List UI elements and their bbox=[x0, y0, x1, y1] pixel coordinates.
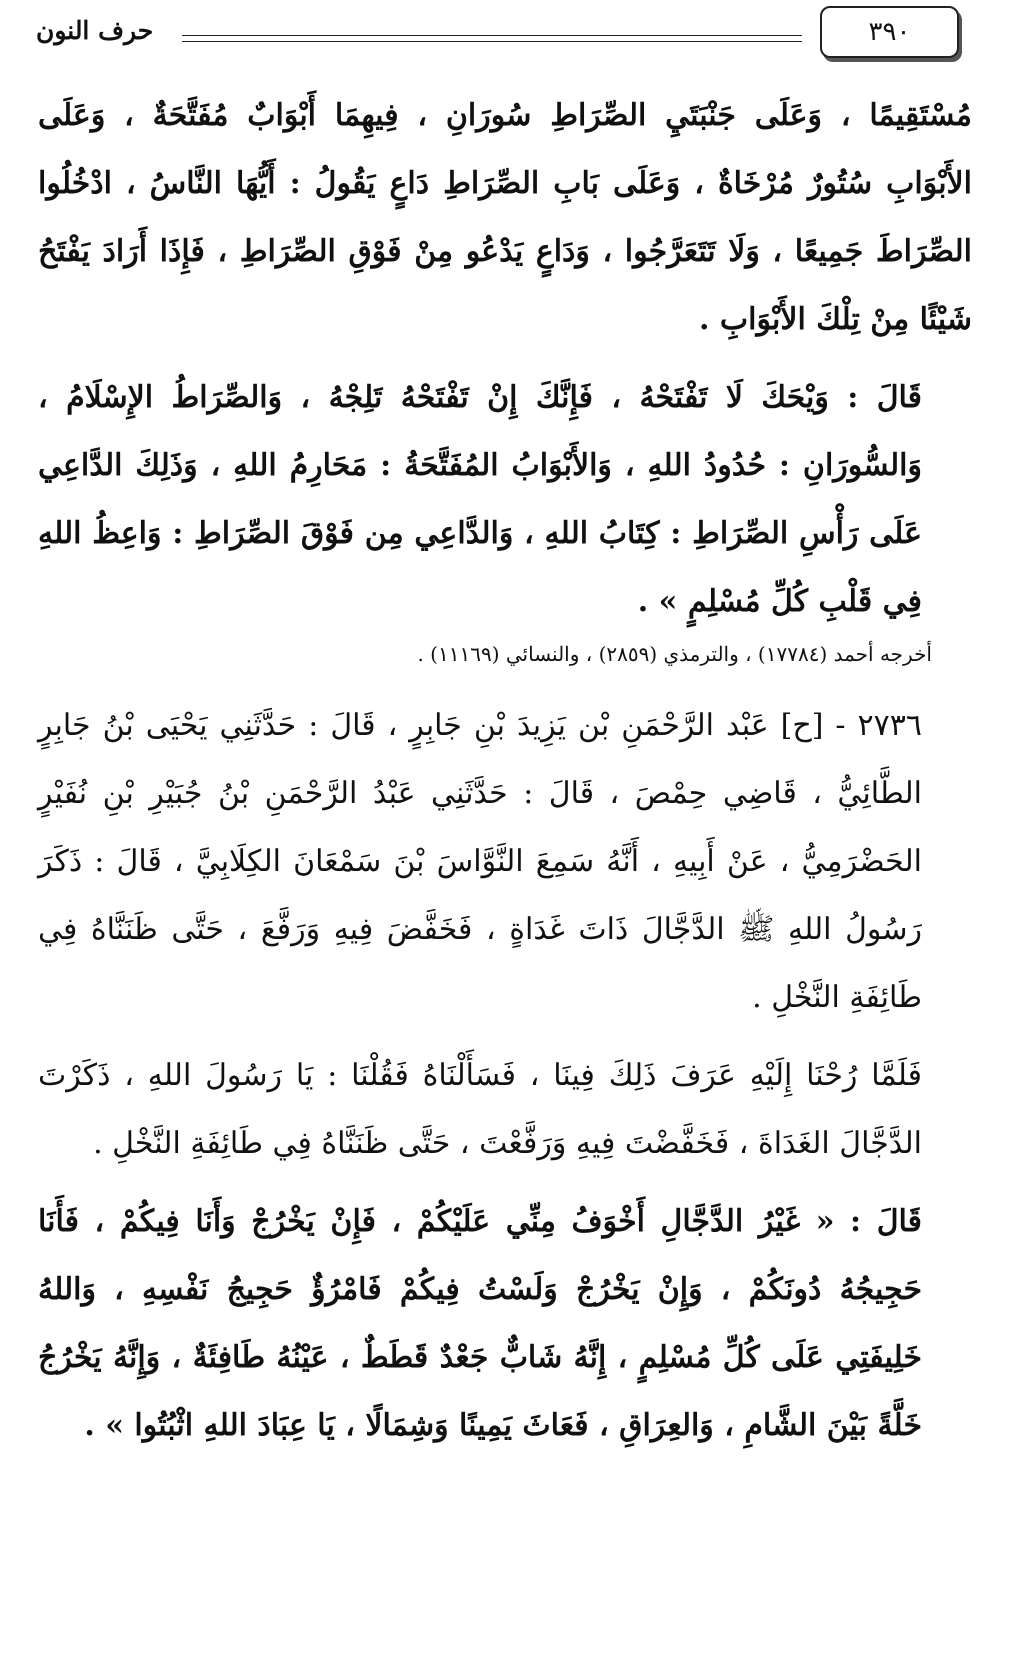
takhrij-footnote: أخرجه أحمد (١٧٧٨٤) ، والترمذي (٢٨٥٩) ، والنسائي (١١١٦٩) . bbox=[417, 642, 932, 666]
chapter-title: حرف النون bbox=[36, 16, 154, 45]
hadith-matn: قَالَ : « غَيْرُ الدَّجَّالِ أَخْوَفُ مِنِّي عَلَيْكُمْ ، فَإِنْ يَخْرُجْ وَأَنَا فِيكُمْ ، فَأَنَا حَجِيجُهُ دُونَكُمْ ، وَإِنْ يَخْرُجْ وَلَسْتُ فِيكُمْ فَامْرُؤٌ حَجِيجُ نَفْسِهِ ، وَاللهُ خَلِيفَتِي عَلَى كُلِّ مُسْلِمٍ ، إِنَّهُ شَابٌّ جَعْدٌ قَطَطٌ ، عَيْنُهُ طَافِئَةٌ ، وَإِنَّهُ يَخْرُجُ خَلَّةً بَيْنَ الشَّامِ ، وَالعِرَاقِ ، فَعَاثَ يَمِينًا وَشِمَالًا ، يَا عِبَادَ اللهِ اثْبُتُوا » . bbox=[38, 1204, 922, 1443]
hadith-explanation: قَالَ : وَيْحَكَ لَا تَفْتَحْهُ ، فَإِنَّكَ إِنْ تَفْتَحْهُ تَلِجْهُ ، وَالصِّرَاطُ الإِسْلَامُ ، وَالسُّورَانِ : حُدُودُ اللهِ ، وَالأَبْوَابُ المُفَتَّحَةُ : مَحَارِمُ اللهِ ، وَذَلِكَ الدَّاعِي عَلَى رَأْسِ الصِّرَاطِ : كِتَابُ اللهِ ، وَالدَّاعِي مِن فَوْقَ الصِّرَاطِ : وَاعِظُ اللهِ فِي قَلْبِ كُلِّ مُسْلِمٍ » . bbox=[38, 380, 923, 619]
page-body bbox=[38, 82, 972, 1460]
header-rule bbox=[182, 41, 802, 42]
page-header bbox=[0, 0, 1010, 70]
hadith-text-continued: مُسْتَقِيمًا ، وَعَلَى جَنْبَتَيِ الصِّرَاطِ سُورَانِ ، فِيهِمَا أَبْوَابٌ مُفَتَّحَةٌ ، وَعَلَى الأَبْوَابِ سُتُورٌ مُرْخَاةٌ ، وَعَلَى بَابِ الصِّرَاطِ دَاعٍ يَقُولُ : أَيُّهَا النَّاسُ ، ادْخُلُوا الصِّرَاطَ جَمِيعًا ، وَلَا تَتَعَرَّجُوا ، وَدَاعٍ يَدْعُو مِنْ فَوْقِ الصِّرَاطِ ، فَإِذَا أَرَادَ يَفْتَحُ شَيْئًا مِنْ تِلْكَ الأَبْوَابِ . bbox=[38, 98, 972, 337]
header-rule bbox=[182, 35, 802, 36]
hadith-isnad: ٢٧٣٦ - [ح] عَبْد الرَّحْمَنِ بْن يَزِيدَ بْنِ جَابِرٍ ، قَالَ : حَدَّثَنِي يَحْيَى بْنُ جَابِرٍ الطَّائِيُّ ، قَاضِي حِمْصَ ، قَالَ : حَدَّثَنِي عَبْدُ الرَّحْمَنِ بْنُ جُبَيْرِ بْنِ نُفَيْرٍ الحَضْرَمِيُّ ، عَنْ أَبِيهِ ، أَنَّهُ سَمِعَ النَّوَّاسَ بْنَ سَمْعَانَ الكِلَابِيَّ ، قَالَ : ذَكَرَ رَسُولُ اللهِ ﷺ الدَّجَّالَ ذَاتَ غَدَاةٍ ، فَخَفَّضَ فِيهِ وَرَفَّعَ ، حَتَّى ظَنَنَّاهُ فِي طَائِفَةِ النَّخْلِ . bbox=[38, 708, 922, 1015]
hadith-paragraph: فَلَمَّا رُحْنَا إِلَيْهِ عَرَفَ ذَلِكَ فِينَا ، فَسَأَلْنَاهُ فَقُلْنَا : يَا رَسُولَ اللهِ ، ذَكَرْتَ الدَّجَّالَ الغَدَاةَ ، فَخَفَّضْتَ فِيهِ وَرَفَّعْتَ ، حَتَّى ظَنَنَّاهُ فِي طَائِفَةِ النَّخْلِ . bbox=[38, 1058, 922, 1161]
page-number: ٣٩٠ bbox=[820, 6, 959, 58]
